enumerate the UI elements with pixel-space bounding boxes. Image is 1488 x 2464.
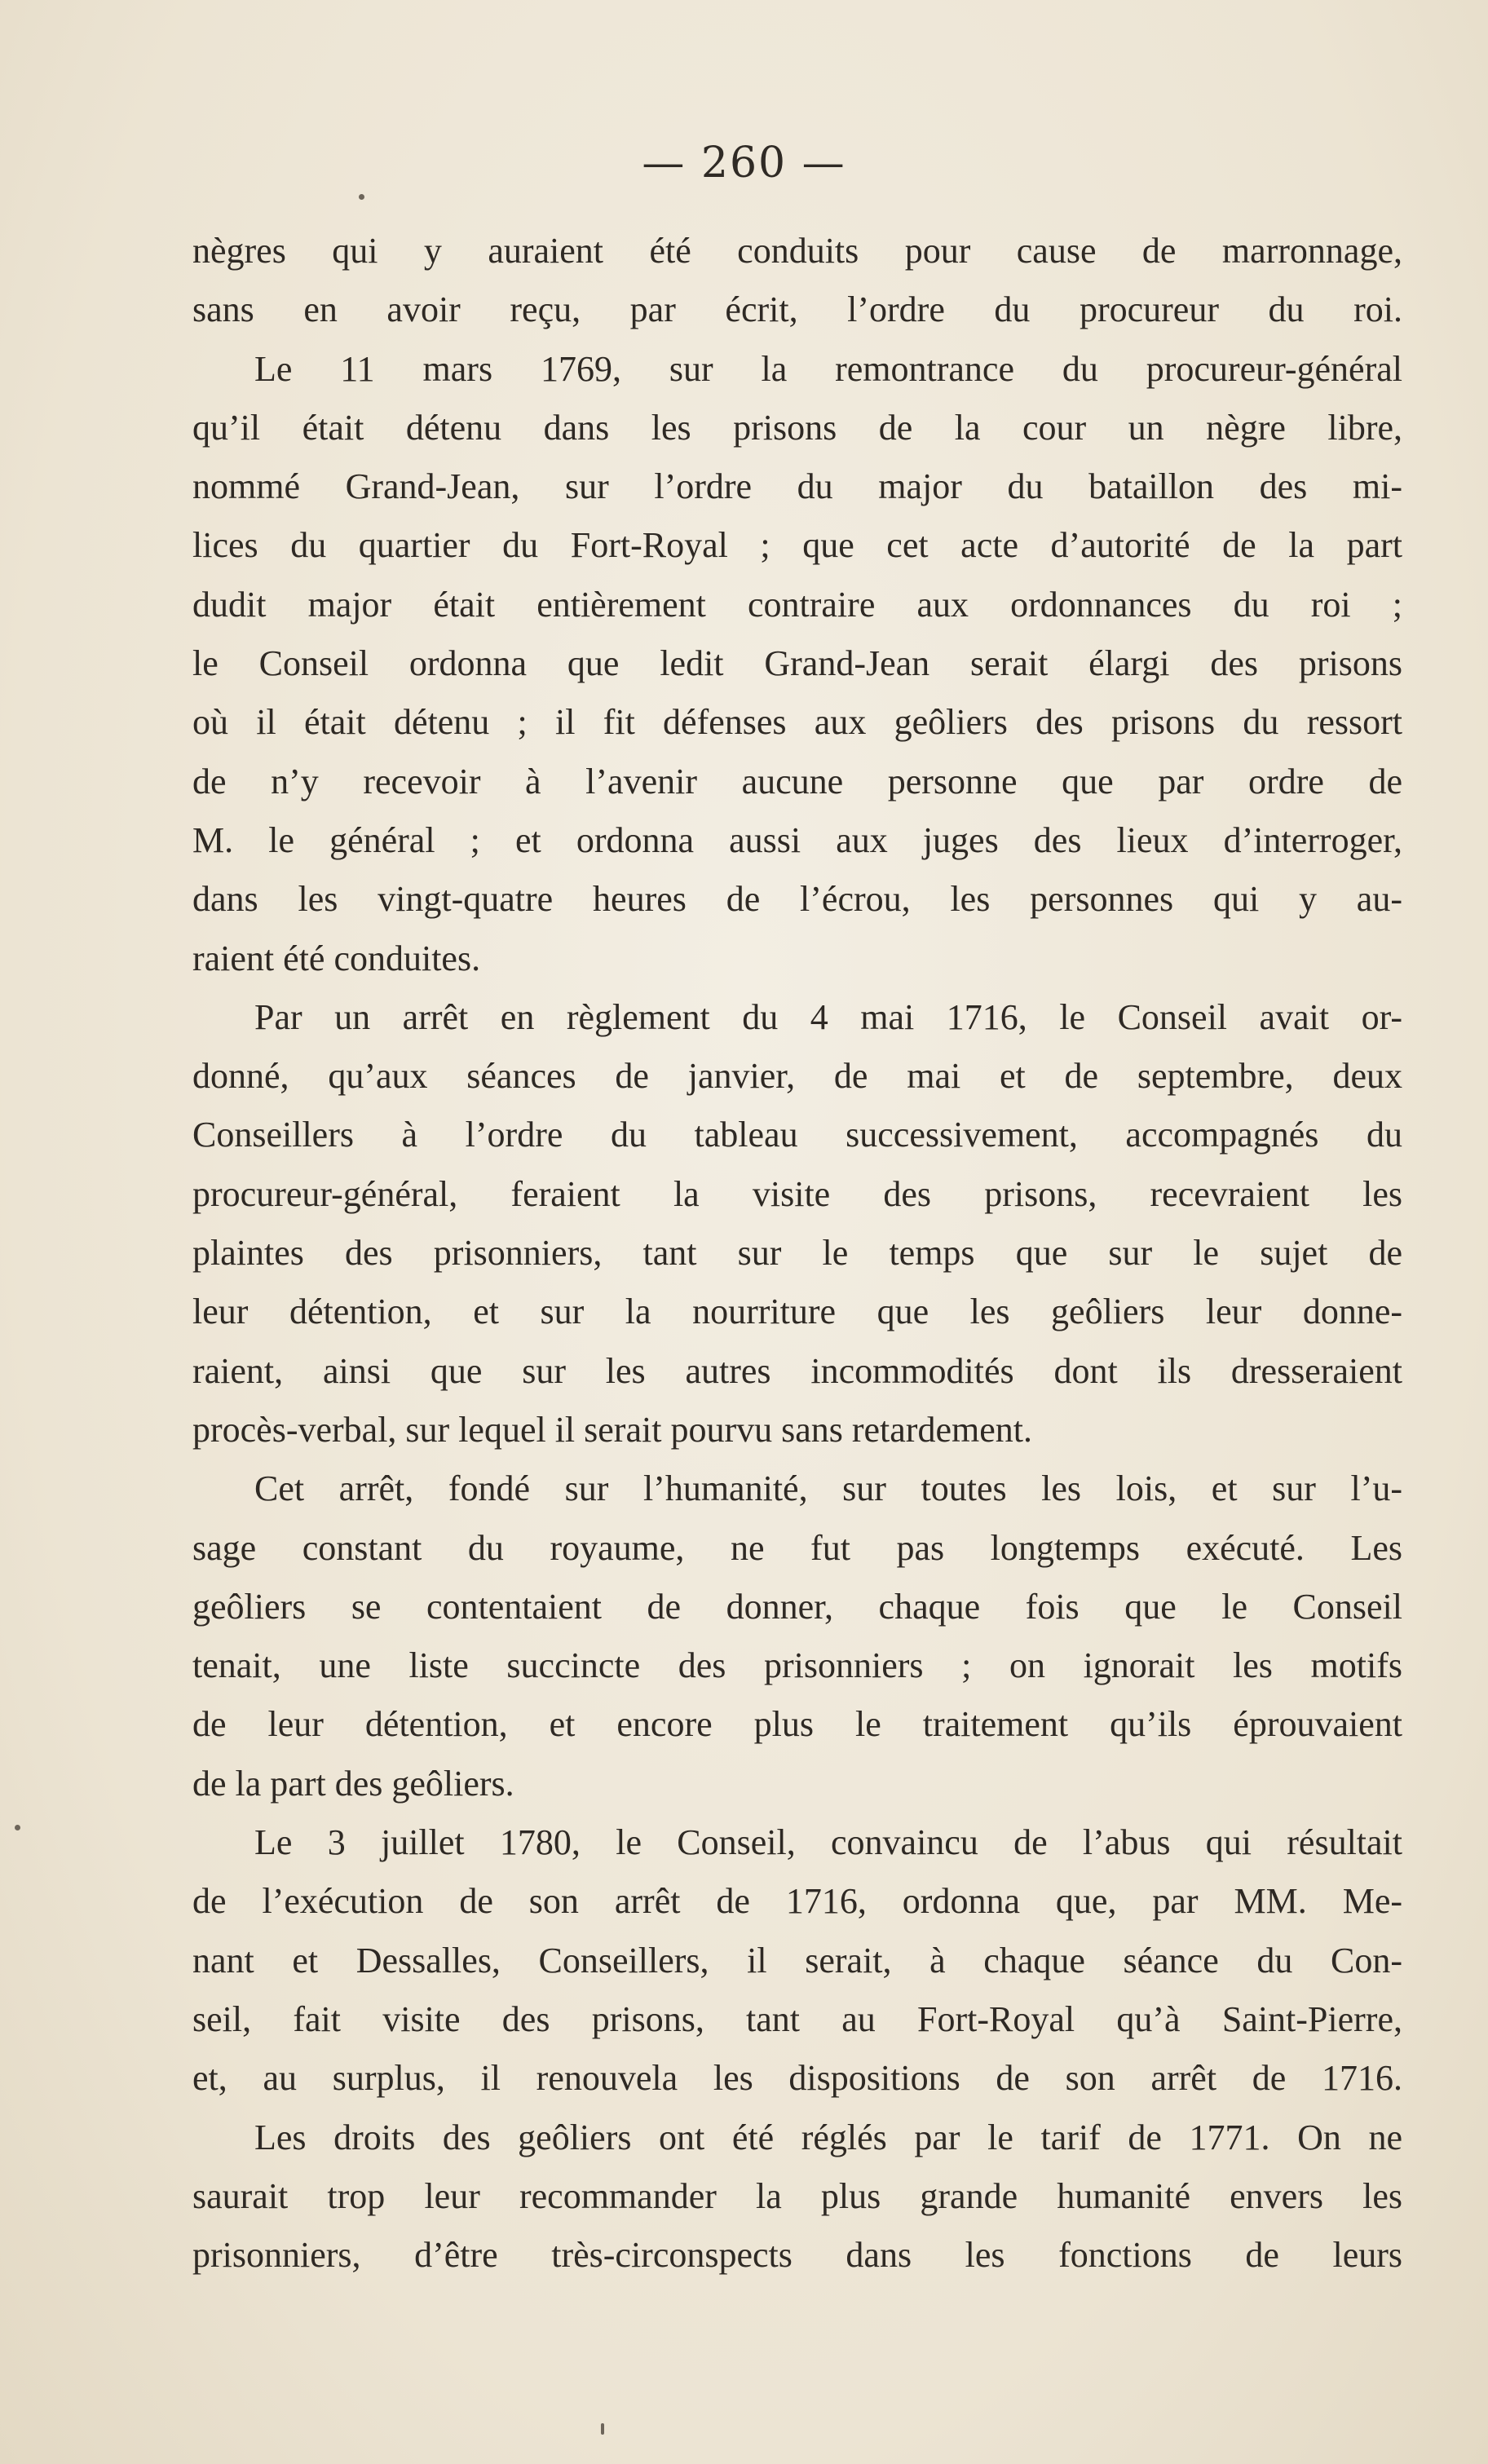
text-line: M. le général ; et ordonna aussi aux juges des lieux d’interroger,: [192, 819, 1402, 860]
text-line: nant et Dessalles, Conseillers, il serait, à chaque séance du Con-: [192, 1940, 1402, 1980]
text-line: donné, qu’aux séances de janvier, de mai et de septembre, deux: [192, 1056, 1402, 1097]
text-line: geôliers se contentaient de donner, chaque fois que le Conseil: [192, 1586, 1402, 1627]
text-line: de l’exécution de son arrêt de 1716, ordonna que, par MM. Me-: [192, 1881, 1402, 1922]
text-line: plaintes des prisonniers, tant sur le temps que sur le sujet de: [192, 1233, 1402, 1274]
text-line: où il était détenu ; il fit défenses aux geôliers des prisons du ressort: [192, 702, 1402, 743]
text-line: de la part des geôliers.: [192, 1763, 514, 1804]
text-line: de leur détention, et encore plus le traitement qu’ils éprouvaient: [192, 1704, 1402, 1745]
body-text: [192, 222, 1402, 2285]
text-line: Le 11 mars 1769, sur la remontrance du procureur-général: [254, 348, 1402, 389]
text-line: Par un arrêt en règlement du 4 mai 1716, le Conseil avait or-: [254, 996, 1402, 1037]
text-line: le Conseil ordonna que ledit Grand-Jean serait élargi des prisons: [192, 643, 1402, 684]
text-line: dans les vingt-quatre heures de l’écrou, les personnes qui y au-: [192, 879, 1402, 920]
text-line: tenait, une liste succincte des prisonniers ; on ignorait les motifs: [192, 1645, 1402, 1686]
text-line: procureur-général, feraient la visite des prisons, recevraient les: [192, 1173, 1402, 1214]
text-line: qu’il était détenu dans les prisons de la cour un nègre libre,: [192, 407, 1402, 448]
ink-speck: [359, 194, 364, 200]
text-line: saurait trop leur recommander la plus grande humanité envers les: [192, 2175, 1402, 2216]
text-line: nommé Grand-Jean, sur l’ordre du major du bataillon des mi-: [192, 466, 1402, 507]
text-line: procès-verbal, sur lequel il serait pourvu sans retardement.: [192, 1409, 1032, 1450]
text-line: Les droits des geôliers ont été réglés par le tarif de 1771. On ne: [254, 2117, 1402, 2157]
text-line: raient, ainsi que sur les autres incommodités dont ils dresseraient: [192, 1350, 1402, 1391]
text-line: Le 3 juillet 1780, le Conseil, convaincu de l’abus qui résultait: [254, 1822, 1402, 1863]
text-line: Conseillers à l’ordre du tableau successivement, accompagnés du: [192, 1115, 1402, 1155]
text-line: prisonniers, d’être très-circonspects dans les fonctions de leurs: [192, 2235, 1402, 2276]
text-line: nègres qui y auraient été conduits pour cause de marronnage,: [192, 231, 1402, 271]
ink-speck: [15, 1825, 20, 1830]
text-line: dudit major était entièrement contraire aux ordonnances du roi ;: [192, 584, 1402, 625]
ink-speck: [601, 2423, 604, 2435]
page-number: — 260 —: [642, 139, 846, 188]
text-line: de n’y recevoir à l’avenir aucune personne que par ordre de: [192, 761, 1402, 801]
text-line: lices du quartier du Fort-Royal ; que cet acte d’autorité de la part: [192, 525, 1402, 566]
text-line: sage constant du royaume, ne fut pas longtemps exécuté. Les: [192, 1527, 1402, 1568]
text-line: leur détention, et sur la nourriture que les geôliers leur donne-: [192, 1292, 1402, 1332]
text-line: Cet arrêt, fondé sur l’humanité, sur toutes les lois, et sur l’u-: [254, 1468, 1402, 1509]
text-line: seil, fait visite des prisons, tant au Fort-Royal qu’à Saint-Pierre,: [192, 1998, 1402, 2039]
text-line: sans en avoir reçu, par écrit, l’ordre du procureur du roi.: [192, 289, 1402, 330]
text-line: raient été conduites.: [192, 938, 481, 978]
text-line: et, au surplus, il renouvela les dispositions de son arrêt de 1716.: [192, 2058, 1402, 2099]
